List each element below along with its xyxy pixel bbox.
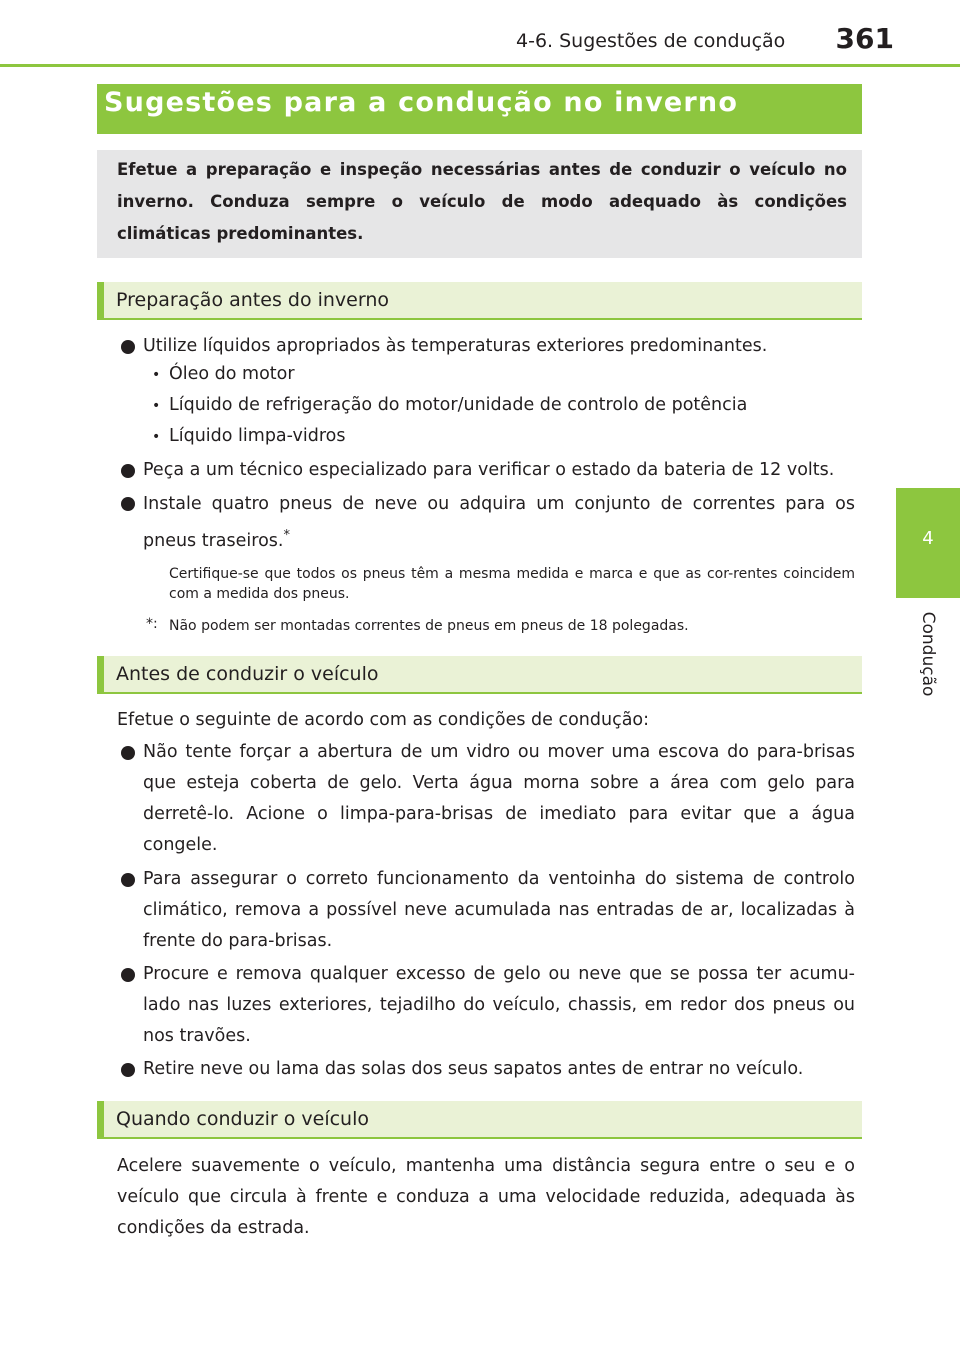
prep-bullet-fluids: Utilize líquidos apropriados às temperaturas exteriores predominantes. [143, 336, 768, 356]
before-bullet-ice: Não tente forçar a abertura de um vidro ou mover uma escova do para-brisas que esteja coberta de gelo. Verta água morna sobre a área com gelo para derretê-lo. Acione o limpa-para-brisas de imediato para evitar que a água congele. [143, 742, 855, 855]
footnote-marker: * [283, 528, 290, 543]
footnote-mark: *: [146, 616, 158, 632]
section-title-driving: Quando conduzir o veículo [116, 1108, 369, 1130]
footnote-text: Não podem ser montadas correntes de pneus em pneus de 18 polegadas. [169, 618, 689, 634]
before-lead: Efetue o seguinte de acordo com as condições de condução: [117, 710, 650, 730]
bullet-icon [121, 497, 135, 511]
bullet-icon [121, 464, 135, 478]
prep-bullet-tires: Instale quatro pneus de neve ou adquira um conjunto de correntes para os pneus traseiros.* [143, 494, 855, 551]
sub-bullet-icon: • [152, 367, 161, 383]
header-rule [0, 64, 960, 67]
before-bullet-snow: Procure e remova qualquer excesso de gelo ou neve que se possa ter acumu-lado nas luzes exteriores, tejadilho do veículo, chassis, em redor dos pneus ou nos travões. [143, 964, 855, 1046]
sub-item-engine-oil: Óleo do motor [169, 364, 295, 384]
intro-text: Efetue a preparação e inspeção necessárias antes de conduzir o veículo no inverno. Conduza sempre o veículo de modo adequado às condições climáticas predominantes. [117, 160, 847, 243]
sub-bullet-icon: • [152, 398, 161, 414]
section-title-before-driving: Antes de conduzir o veículo [116, 663, 379, 685]
sub-item-coolant: Líquido de refrigeração do motor/unidade de controlo de potência [169, 395, 748, 415]
bullet-icon [121, 1063, 135, 1077]
page-number: 361 [835, 22, 894, 55]
page-title: Sugestões para a condução no inverno [104, 87, 739, 118]
before-bullet-shoes: Retire neve ou lama das solas dos seus sapatos antes de entrar no veículo. [143, 1059, 804, 1079]
section-title-preparation: Preparação antes do inverno [116, 289, 390, 311]
before-bullet-vents: Para assegurar o correto funcionamento da ventoinha do sistema de controlo climático, remova a possível neve acumulada nas entradas de ar, localizadas à frente do para-brisas. [143, 869, 855, 951]
tire-note: Certifique-se que todos os pneus têm a mesma medida e marca e que as cor-rentes coincidem com a medida dos pneus. [169, 566, 855, 602]
sub-item-washer-fluid: Líquido limpa-vidros [169, 426, 346, 446]
bullet-icon [121, 873, 135, 887]
sub-bullet-icon: • [152, 429, 161, 445]
prep-bullet-battery: Peça a um técnico especializado para verificar o estado da bateria de 12 volts. [143, 460, 835, 480]
running-head: 4-6. Sugestões de condução [516, 30, 786, 52]
chapter-label: Condução [918, 611, 938, 697]
bullet-icon [121, 746, 135, 760]
chapter-number: 4 [922, 528, 934, 549]
bullet-icon [121, 968, 135, 982]
driving-text: Acelere suavemente o veículo, mantenha uma distância segura entre o seu e o veículo que circula à frente e conduza a uma velocidade reduzida, adequada às condições da estrada. [117, 1156, 855, 1238]
bullet-icon [121, 340, 135, 354]
